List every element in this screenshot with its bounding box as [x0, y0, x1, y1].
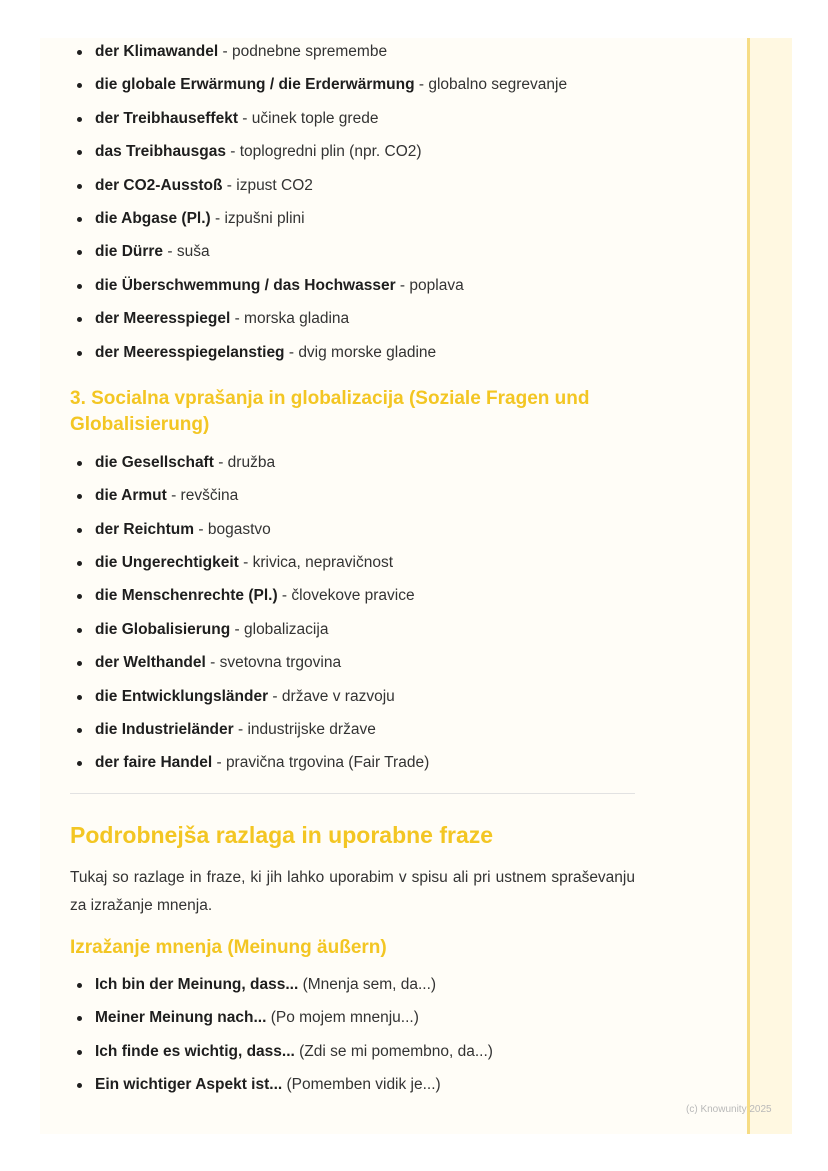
opinion-phrase-list [70, 971, 635, 1105]
separator: - [205, 654, 220, 672]
translation: človekove pravice [291, 587, 415, 605]
translation: izpušni plini [224, 209, 305, 227]
translation: izpust CO2 [236, 176, 313, 194]
term: die Menschenrechte (Pl.) [95, 587, 278, 605]
term: Meiner Meinung nach... [95, 1009, 267, 1027]
list-item [70, 1038, 635, 1071]
list-item [70, 683, 635, 716]
term: die Abgase (Pl.) [95, 209, 211, 227]
term: Ich bin der Meinung, dass... [95, 975, 299, 993]
separator: - [238, 109, 252, 127]
separator: - [395, 276, 410, 294]
list-item [70, 172, 635, 205]
list-item [70, 1004, 635, 1037]
separator: - [194, 520, 208, 538]
list-item [70, 238, 635, 271]
term: der faire Handel [95, 754, 213, 772]
separator: - [277, 587, 292, 605]
list-item [70, 616, 635, 649]
social-vocabulary-list [70, 449, 635, 783]
separator: - [284, 343, 299, 361]
term: der Meeresspiegelanstieg [95, 343, 285, 361]
term: die Armut [95, 487, 167, 505]
list-item [70, 71, 635, 104]
details-heading: Podrobnejša razlaga in uporabne fraze [70, 821, 494, 848]
translation: (Mnenja sem, da...) [302, 975, 437, 993]
term: der Treibhauseffekt [95, 109, 238, 127]
climate-vocabulary-list [70, 38, 635, 372]
translation: (Po mojem mnenju...) [270, 1009, 419, 1027]
term: die Ungerechtigkeit [95, 554, 239, 572]
term: die Globalisierung [95, 620, 231, 638]
list-item [70, 272, 635, 305]
term: die globale Erwärmung / die Erderwärmung [95, 76, 415, 94]
term: die Entwicklungsländer [95, 687, 269, 705]
term: der Reichtum [95, 520, 195, 538]
divider [70, 793, 635, 794]
translation: učinek tople grede [251, 109, 379, 127]
list-item [70, 716, 635, 749]
term: der CO2-Ausstoß [95, 176, 223, 194]
term: der Klimawandel [95, 43, 219, 60]
translation: (Pomemben vidik je...) [286, 1075, 441, 1093]
separator: - [212, 754, 226, 772]
translation: krivica, nepravičnost [252, 554, 394, 572]
list-item [70, 582, 635, 615]
translation: industrijske države [247, 721, 376, 739]
margin-strip [748, 38, 792, 1134]
separator: - [238, 554, 253, 572]
list-item [70, 971, 635, 1004]
separator: - [233, 721, 248, 739]
term: die Gesellschaft [95, 453, 214, 471]
list-item [70, 205, 635, 238]
list-item [70, 749, 635, 782]
list-item [70, 482, 635, 515]
separator: - [230, 310, 245, 328]
margin-rule [747, 38, 750, 1134]
translation: suša [176, 243, 210, 261]
term: das Treibhausgas [95, 143, 226, 161]
list-item [70, 38, 635, 71]
list-item [70, 449, 635, 482]
term: die Überschwemmung / das Hochwasser [95, 276, 396, 294]
separator: - [230, 620, 244, 638]
separator: - [268, 687, 282, 705]
term: Ein wichtiger Aspekt ist... [95, 1075, 283, 1093]
translation: globalizacija [244, 620, 329, 638]
document-content [70, 38, 635, 1104]
translation: revščina [180, 487, 239, 505]
translation: države v razvoju [281, 687, 395, 705]
separator: - [218, 43, 232, 60]
separator: - [213, 453, 228, 471]
term: der Meeresspiegel [95, 310, 231, 328]
translation: toplogredni plin (npr. CO2) [239, 143, 422, 161]
list-item [70, 138, 635, 171]
translation: bogastvo [207, 520, 271, 538]
separator: - [225, 143, 240, 161]
list-item [70, 339, 635, 372]
translation: pravična trgovina (Fair Trade) [225, 754, 430, 772]
details-intro: Tukaj so razlage in fraze, ki jih lahko uporabim v spisu ali pri ustnem spraševanju za izražanje mnenja. [70, 868, 635, 914]
copyright-text: (c) Knowunity 2025 [686, 1104, 772, 1115]
opinion-heading: Izražanje mnenja (Meinung äußern) [70, 936, 387, 958]
separator: - [166, 487, 181, 505]
list-item [70, 305, 635, 338]
list-item [70, 1071, 635, 1104]
separator: - [414, 76, 429, 94]
section-3-heading: 3. Socialna vprašanja in globalizacija (Soziale Fragen und Globalisierung) [70, 387, 590, 435]
translation: dvig morske gladine [298, 343, 437, 361]
translation: svetovna trgovina [219, 654, 342, 672]
translation: podnebne spremembe [231, 43, 388, 60]
separator: - [210, 209, 225, 227]
list-item [70, 516, 635, 549]
term: der Welthandel [95, 654, 206, 672]
translation: poplava [409, 276, 464, 294]
list-item [70, 649, 635, 682]
term: die Industrieländer [95, 721, 234, 739]
translation: morska gladina [244, 310, 350, 328]
list-item [70, 105, 635, 138]
term: Ich finde es wichtig, dass... [95, 1042, 295, 1060]
separator: - [163, 243, 177, 261]
term: die Dürre [95, 243, 164, 261]
translation: družba [227, 453, 276, 471]
list-item [70, 549, 635, 582]
separator: - [222, 176, 237, 194]
translation: globalno segrevanje [428, 76, 568, 94]
translation: (Zdi se mi pomembno, da...) [299, 1042, 493, 1060]
